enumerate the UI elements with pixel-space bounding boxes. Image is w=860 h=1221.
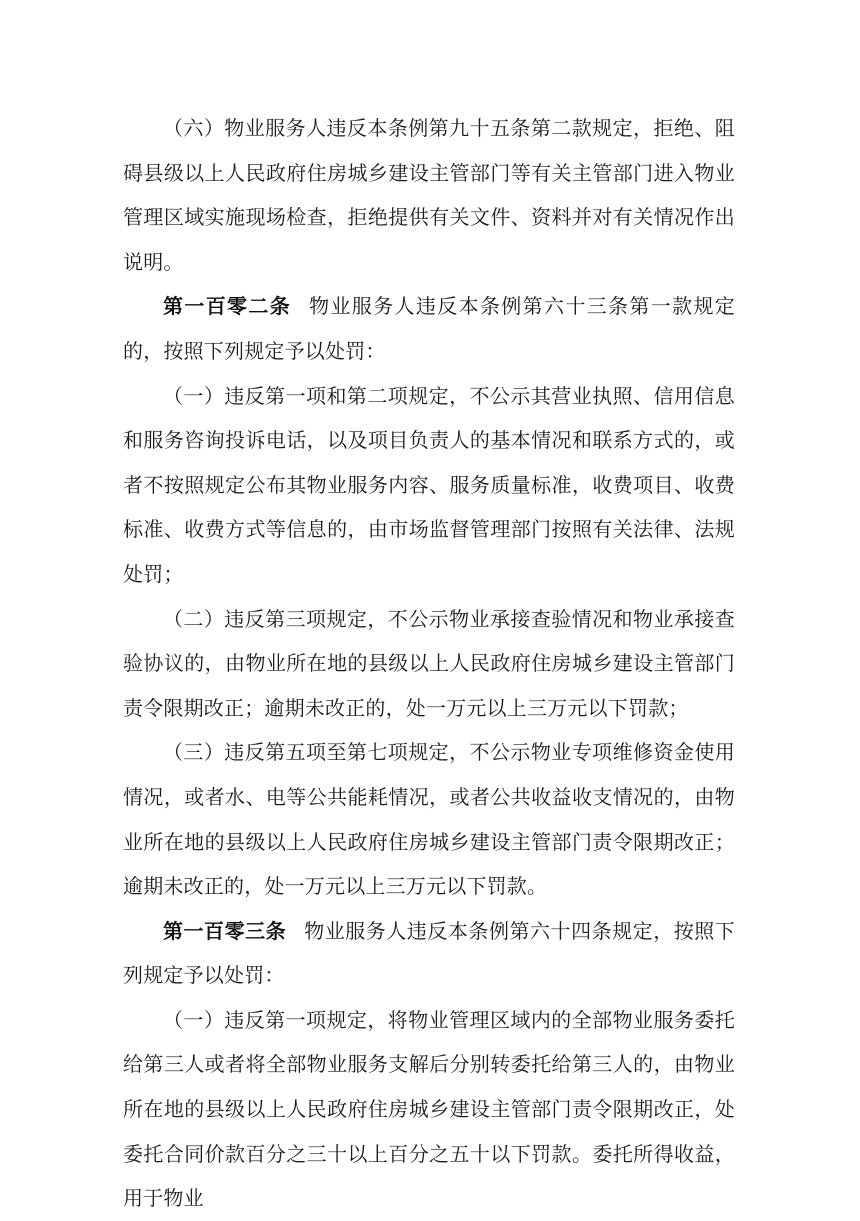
article-title: 第一百零三条: [163, 918, 287, 943]
article-102: [123, 284, 735, 373]
paragraph-text: （一）违反第一项规定，将物业管理区域内的全部物业服务委托给第三人或者将全部物业服务支解后分别转委托给第三人的，由物业所在地的县级以上人民政府住房城乡建设主管部门责令限期改正，处委托合同价款百分之三十以上百分之五十以下罚款。委托所得收益，用于物业: [123, 1007, 735, 1211]
article-102-item-2: [123, 597, 735, 731]
paragraph-text: （三）违反第五项至第七项规定，不公示物业专项维修资金使用情况，或者水、电等公共能耗情况，或者公共收益收支情况的，由物业所在地的县级以上人民政府住房城乡建设主管部门责令限期改正；逾期未改正的，处一万元以上三万元以下罚款。: [123, 740, 735, 899]
article-103-item-1: [123, 998, 735, 1221]
article-102-item-3: [123, 730, 735, 908]
article-103: [123, 909, 735, 998]
paragraph-text: （二）违反第三项规定，不公示物业承接查验情况和物业承接查验协议的，由物业所在地的县级以上人民政府住房城乡建设主管部门责令限期改正；逾期未改正的，处一万元以上三万元以下罚款；: [123, 606, 735, 720]
paragraph-text: 物业服务人违反本条例第六十四条规定，按照下列规定予以处罚：: [123, 918, 735, 988]
paragraph-item-6: [123, 106, 735, 284]
document-body: [123, 106, 735, 1221]
article-title: 第一百零二条: [163, 294, 292, 319]
paragraph-text: （六）物业服务人违反本条例第九十五条第二款规定，拒绝、阻碍县级以上人民政府住房城乡建设主管部门等有关主管部门进入物业管理区域实施现场检查，拒绝提供有关文件、资料并对有关情况作出说明。: [123, 116, 735, 274]
paragraph-text: （一）违反第一项和第二项规定，不公示其营业执照、信用信息和服务咨询投诉电话，以及项目负责人的基本情况和联系方式的，或者不按照规定公布其物业服务内容、服务质量标准，收费项目、收费标准、收费方式等信息的，由市场监督管理部门按照有关法律、法规处罚；: [123, 383, 735, 586]
article-102-item-1: [123, 374, 735, 597]
paragraph-text: 物业服务人违反本条例第六十三条第一款规定的，按照下列规定予以处罚：: [123, 294, 736, 363]
